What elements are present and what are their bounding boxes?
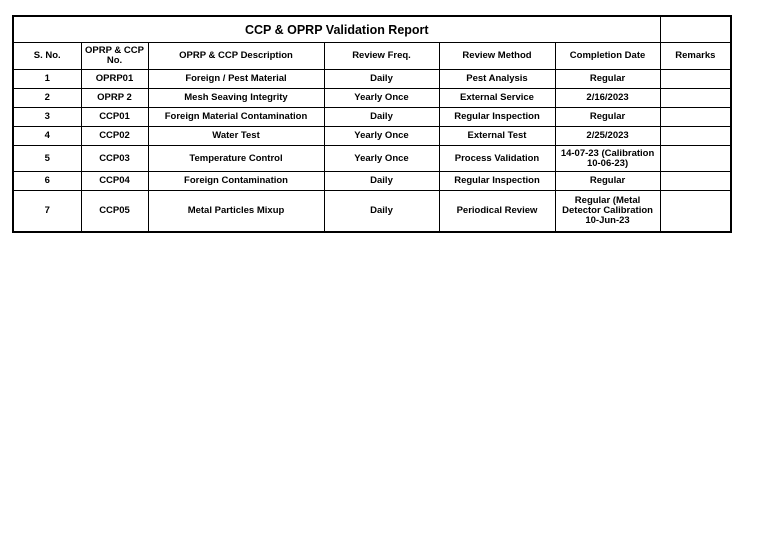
cell-remarks[interactable] (660, 70, 731, 89)
table-row (13, 127, 731, 146)
cell-description[interactable]: Metal Particles Mixup (148, 191, 324, 233)
cell-remarks[interactable] (660, 172, 731, 191)
cell-description[interactable]: Foreign Contamination (148, 172, 324, 191)
cell-method[interactable]: Periodical Review (439, 191, 555, 233)
cell-code[interactable]: CCP02 (81, 127, 148, 146)
table-row (13, 89, 731, 108)
cell-remarks[interactable] (660, 89, 731, 108)
title-extra-cell[interactable] (660, 16, 731, 43)
cell-sno[interactable]: 7 (13, 191, 81, 233)
cell-completion[interactable]: Regular (Metal Detector Calibration 10-Jun-23 (555, 191, 660, 233)
cell-code[interactable]: CCP01 (81, 108, 148, 127)
cell-completion[interactable]: 14-07-23 (Calibration 10-06-23) (555, 146, 660, 172)
cell-sno[interactable]: 6 (13, 172, 81, 191)
cell-sno[interactable]: 5 (13, 146, 81, 172)
cell-remarks[interactable] (660, 146, 731, 172)
cell-code[interactable]: CCP04 (81, 172, 148, 191)
cell-completion[interactable]: 2/25/2023 (555, 127, 660, 146)
cell-remarks[interactable] (660, 191, 731, 233)
cell-method[interactable]: Pest Analysis (439, 70, 555, 89)
header-sno[interactable]: S. No. (13, 43, 81, 70)
cell-code[interactable]: CCP03 (81, 146, 148, 172)
cell-remarks[interactable] (660, 108, 731, 127)
table-row (13, 191, 731, 233)
cell-frequency[interactable]: Daily (324, 108, 439, 127)
cell-description[interactable]: Mesh Seaving Integrity (148, 89, 324, 108)
cell-sno[interactable]: 3 (13, 108, 81, 127)
cell-code[interactable]: OPRP01 (81, 70, 148, 89)
cell-method[interactable]: External Service (439, 89, 555, 108)
cell-description[interactable]: Temperature Control (148, 146, 324, 172)
header-remarks[interactable]: Remarks (660, 43, 731, 70)
cell-sno[interactable]: 1 (13, 70, 81, 89)
cell-frequency[interactable]: Yearly Once (324, 127, 439, 146)
header-frequency[interactable]: Review Freq. (324, 43, 439, 70)
cell-sno[interactable]: 4 (13, 127, 81, 146)
cell-frequency[interactable]: Daily (324, 191, 439, 233)
title-row (13, 16, 731, 43)
cell-frequency[interactable]: Yearly Once (324, 89, 439, 108)
cell-completion[interactable]: Regular (555, 70, 660, 89)
cell-method[interactable]: Regular Inspection (439, 172, 555, 191)
table-row (13, 146, 731, 172)
report-title[interactable]: CCP & OPRP Validation Report (13, 16, 660, 43)
header-completion[interactable]: Completion Date (555, 43, 660, 70)
header-method[interactable]: Review Method (439, 43, 555, 70)
table-row (13, 70, 731, 89)
cell-method[interactable]: Process Validation (439, 146, 555, 172)
validation-report-table (12, 15, 732, 233)
table-row (13, 172, 731, 191)
cell-frequency[interactable]: Yearly Once (324, 146, 439, 172)
cell-method[interactable]: External Test (439, 127, 555, 146)
cell-frequency[interactable]: Daily (324, 172, 439, 191)
cell-remarks[interactable] (660, 127, 731, 146)
cell-completion[interactable]: Regular (555, 108, 660, 127)
cell-completion[interactable]: Regular (555, 172, 660, 191)
cell-code[interactable]: OPRP 2 (81, 89, 148, 108)
header-code[interactable]: OPRP & CCP No. (81, 43, 148, 70)
cell-description[interactable]: Foreign / Pest Material (148, 70, 324, 89)
cell-method[interactable]: Regular Inspection (439, 108, 555, 127)
cell-sno[interactable]: 2 (13, 89, 81, 108)
cell-code[interactable]: CCP05 (81, 191, 148, 233)
report-sheet (12, 15, 732, 233)
cell-completion[interactable]: 2/16/2023 (555, 89, 660, 108)
cell-frequency[interactable]: Daily (324, 70, 439, 89)
cell-description[interactable]: Water Test (148, 127, 324, 146)
header-description[interactable]: OPRP & CCP Description (148, 43, 324, 70)
header-row (13, 43, 731, 70)
cell-description[interactable]: Foreign Material Contamination (148, 108, 324, 127)
table-row (13, 108, 731, 127)
